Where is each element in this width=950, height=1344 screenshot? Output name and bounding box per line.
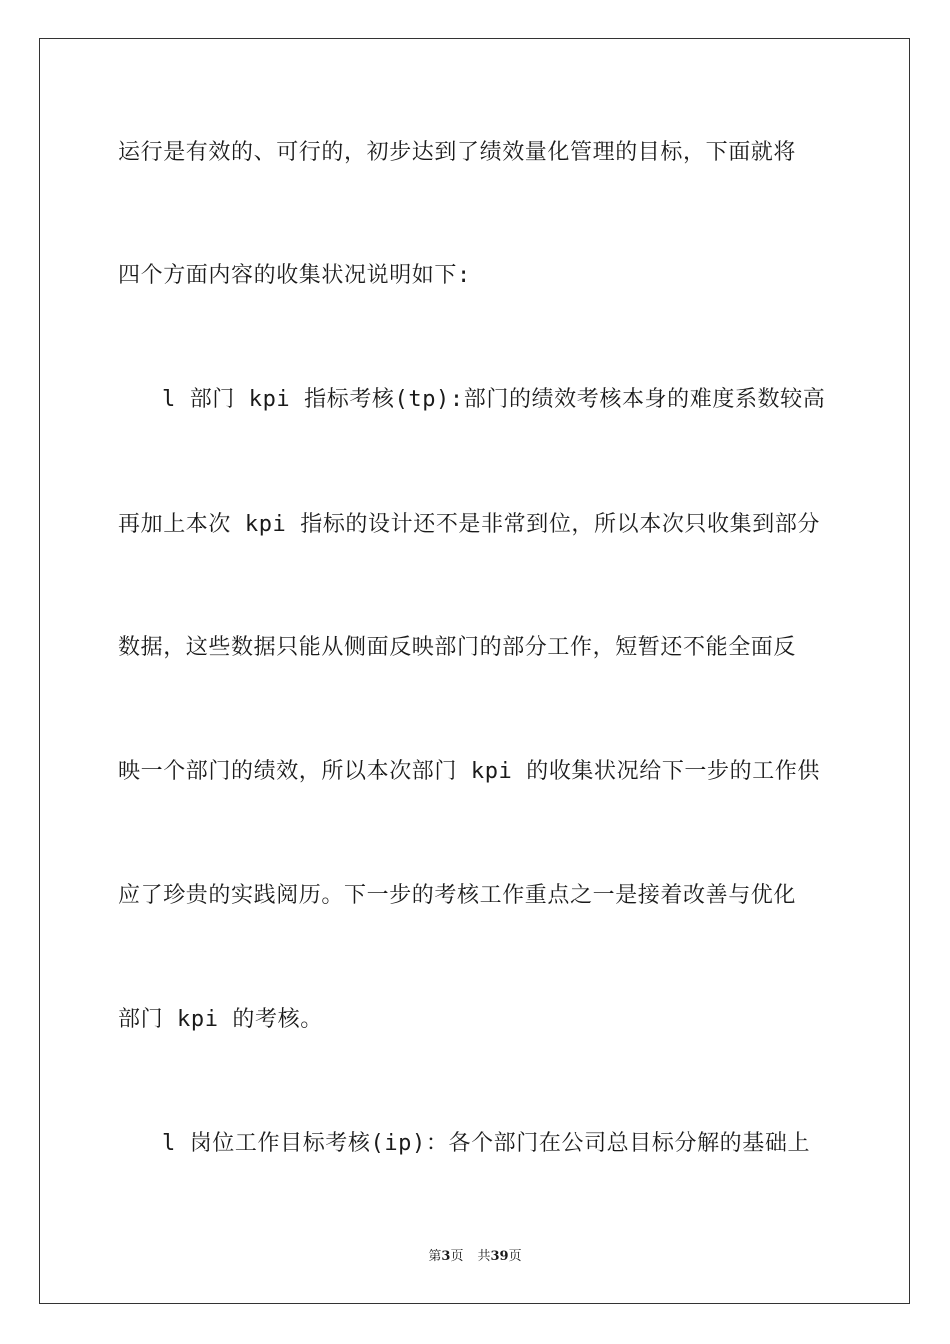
page-suffix: 页 — [450, 1249, 464, 1264]
text-line-3: l 部门 kpi 指标考核(tp):部门的绩效考核本身的难度系数较高 — [162, 387, 826, 412]
text-line-8: 部门 kpi 的考核。 — [118, 1007, 323, 1032]
total-suffix: 页 — [508, 1249, 522, 1264]
page-border — [39, 38, 910, 1304]
text-line-7: 应了珍贵的实践阅历。下一步的考核工作重点之一是接着改善与优化 — [118, 883, 797, 908]
page-footer — [0, 1248, 950, 1266]
total-prefix: 共 — [477, 1249, 491, 1264]
text-line-1: 运行是有效的、可行的，初步达到了绩效量化管理的目标，下面就将 — [118, 140, 797, 165]
text-line-6: 映一个部门的绩效，所以本次部门 kpi 的收集状况给下一步的工作供 — [118, 759, 821, 784]
page-prefix: 第 — [428, 1249, 442, 1264]
page-number: 3 — [441, 1249, 451, 1264]
total-pages: 39 — [490, 1249, 509, 1264]
text-line-9: l 岗位工作目标考核(ip)：各个部门在公司总目标分解的基础上 — [162, 1131, 811, 1156]
text-line-2: 四个方面内容的收集状况说明如下: — [118, 263, 471, 288]
text-line-5: 数据，这些数据只能从侧面反映部门的部分工作，短暂还不能全面反 — [118, 635, 797, 660]
text-line-4: 再加上本次 kpi 指标的设计还不是非常到位，所以本次只收集到部分 — [118, 512, 821, 537]
